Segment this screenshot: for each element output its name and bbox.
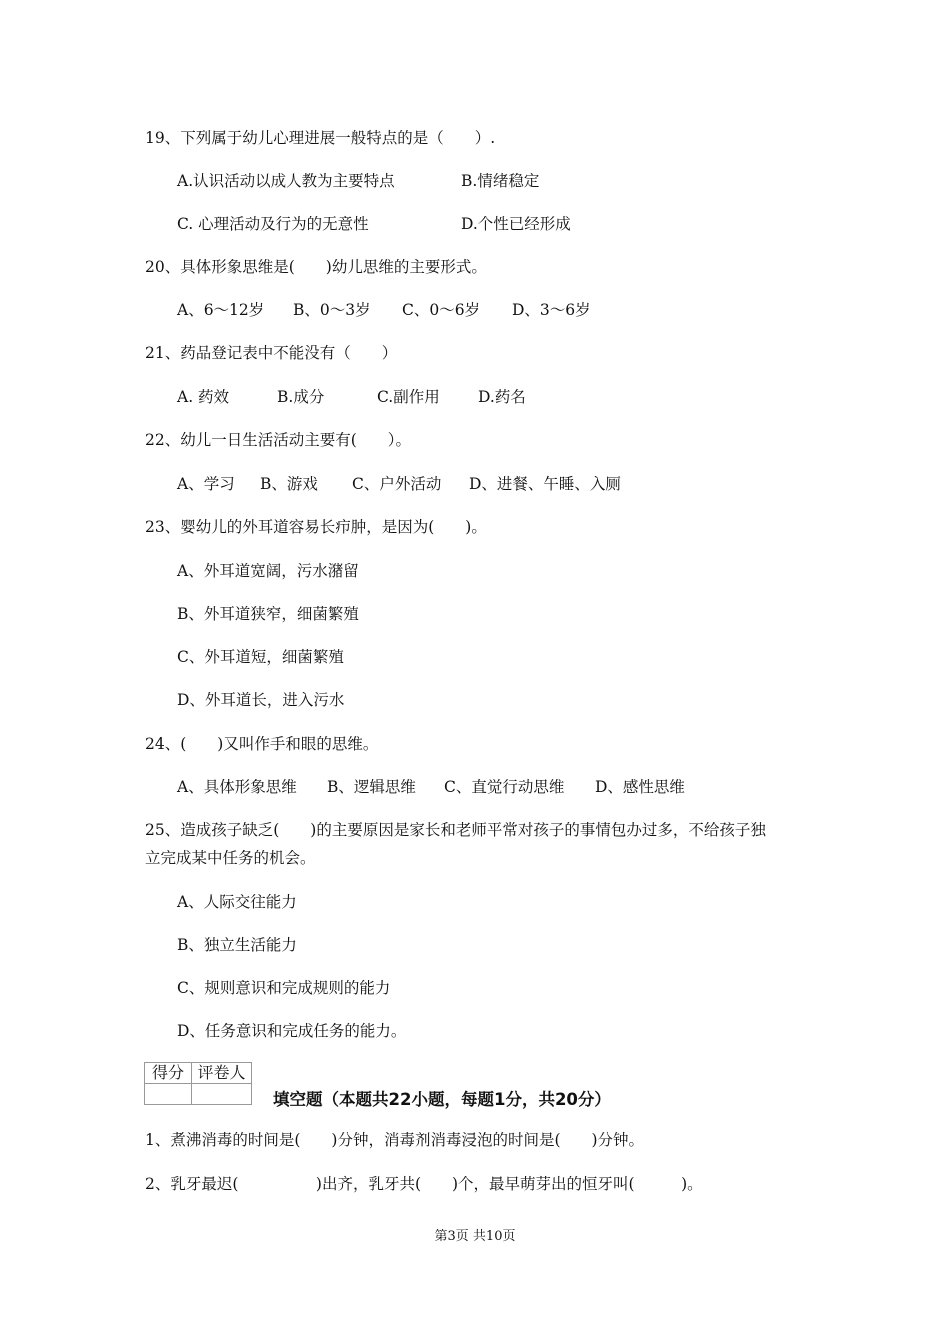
question-20-option-d: D、3～6岁	[512, 301, 591, 319]
question-24-option-d: D、感性思维	[595, 778, 685, 796]
score-table	[144, 1062, 252, 1105]
question-19-option-b: B.情绪稳定	[461, 172, 540, 190]
question-24-stem: 24、( )又叫作手和眼的思维。	[145, 735, 379, 753]
question-25-stem-line-1: 25、造成孩子缺乏( )的主要原因是家长和老师平常对孩子的事情包办过多，不给孩子独	[145, 821, 766, 839]
question-21-option-a: A. 药效	[177, 388, 230, 406]
question-20-option-a: A、6～12岁	[177, 301, 265, 319]
fill-blank-2: 2、乳牙最迟( )出齐，乳牙共( )个，最早萌芽出的恒牙叫( )。	[145, 1175, 703, 1193]
question-25-option-b: B、独立生活能力	[177, 936, 297, 954]
grader-header: 评卷人	[192, 1063, 252, 1084]
page-footer: 第3页 共10页	[434, 1229, 516, 1244]
question-19-option-d: D.个性已经形成	[461, 215, 571, 233]
question-24-option-a: A、具体形象思维	[177, 778, 297, 796]
question-19-stem: 19、下列属于幼儿心理进展一般特点的是（ ）.	[145, 129, 496, 147]
question-21-option-d: D.药名	[478, 388, 526, 406]
question-25-stem-line-2: 立完成某中任务的机会。	[145, 849, 316, 867]
question-23-option-d: D、外耳道长，进入污水	[177, 691, 345, 709]
question-21-option-c: C.副作用	[377, 388, 440, 406]
grader-cell[interactable]	[192, 1084, 252, 1105]
fill-blank-1: 1、煮沸消毒的时间是( )分钟，消毒剂消毒浸泡的时间是( )分钟。	[145, 1131, 645, 1149]
question-21-option-b: B.成分	[277, 388, 325, 406]
question-23-option-c: C、外耳道短，细菌繁殖	[177, 648, 344, 666]
question-19-option-c: C. 心理活动及行为的无意性	[177, 215, 369, 233]
section-title: 填空题（本题共22小题，每题1分，共20分）	[273, 1090, 611, 1109]
question-19-option-a: A.认识活动以成人教为主要特点	[177, 172, 395, 190]
score-cell[interactable]	[145, 1084, 192, 1105]
question-21-stem: 21、药品登记表中不能没有（ ）	[145, 344, 398, 362]
question-20-option-b: B、0～3岁	[293, 301, 371, 319]
question-22-option-b: B、游戏	[260, 475, 318, 493]
question-25-option-d: D、任务意识和完成任务的能力。	[177, 1022, 407, 1040]
question-20-option-c: C、0～6岁	[402, 301, 481, 319]
question-20-stem: 20、具体形象思维是( )幼儿思维的主要形式。	[145, 258, 487, 276]
question-25-option-a: A、人际交往能力	[177, 893, 297, 911]
question-24-option-c: C、直觉行动思维	[444, 778, 565, 796]
question-22-option-d: D、进餐、午睡、入厕	[469, 475, 621, 493]
question-23-option-b: B、外耳道狭窄，细菌繁殖	[177, 605, 359, 623]
question-22-option-a: A、学习	[177, 475, 235, 493]
question-25-option-c: C、规则意识和完成规则的能力	[177, 979, 391, 997]
question-23-option-a: A、外耳道宽阔，污水潴留	[177, 562, 359, 580]
score-header: 得分	[145, 1063, 192, 1084]
question-22-option-c: C、户外活动	[352, 475, 442, 493]
question-23-stem: 23、婴幼儿的外耳道容易长疖肿，是因为( )。	[145, 518, 487, 536]
question-22-stem: 22、幼儿一日生活活动主要有( ）。	[145, 431, 412, 449]
question-24-option-b: B、逻辑思维	[327, 778, 416, 796]
